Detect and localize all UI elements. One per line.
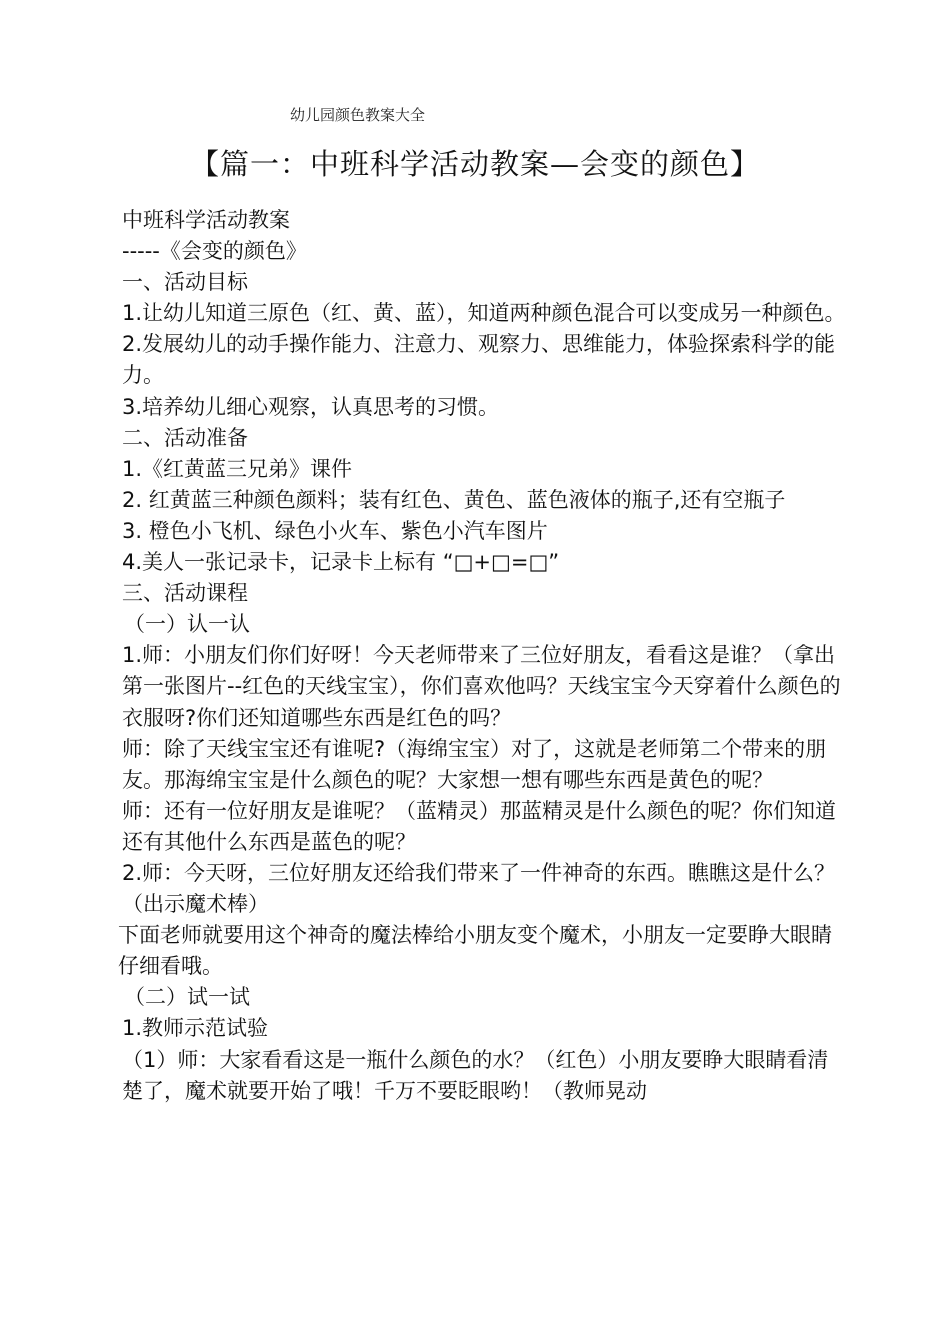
paragraph: 1.教师示范试验 <box>122 1016 269 1041</box>
header-note: 幼儿园颜色教案大全 <box>290 106 426 124</box>
subsection-heading: （一）认一认 <box>124 612 250 637</box>
section-heading: 二、活动准备 <box>122 425 248 450</box>
paragraph: 下面老师就要用这个神奇的魔法棒给小朋友变个魔术，小朋友一定要睁大眼睛仔细看哦。 <box>118 923 832 979</box>
paragraph: 2.师：今天呀，三位好朋友还给我们带来了一件神奇的东西。瞧瞧这是什么？（出示魔术棒） <box>122 860 836 917</box>
paragraph: 师：还有一位好朋友是谁呢？（蓝精灵）那蓝精灵是什么颜色的呢？你们知道还有其他什么东西是蓝色的呢？ <box>122 798 836 854</box>
paragraph: 4.美人一张记录卡，记录卡上标有 “□+□=□” <box>122 550 560 575</box>
section-heading: 三、活动课程 <box>122 581 248 606</box>
document-title: 【篇一：中班科学活动教案—会变的颜色】 <box>189 147 760 181</box>
paragraph: 3.培养幼儿细心观察，认真思考的习惯。 <box>122 394 500 419</box>
section-heading: 一、活动目标 <box>122 270 248 295</box>
paragraph: 3. 橙色小飞机、绿色小火车、紫色小汽车图片 <box>122 518 548 543</box>
paragraph: 师：除了天线宝宝还有谁呢?（海绵宝宝）对了，这就是老师第二个带来的朋友。那海绵宝宝是什么颜色的呢？大家想一想有哪些东西是黄色的呢？ <box>122 736 827 792</box>
paragraph: 中班科学活动教案 <box>122 208 290 232</box>
paragraph: （1）师：大家看看这是一瓶什么颜色的水？（红色）小朋友要睁大眼睛看清楚了，魔术就要开始了哦！千万不要眨眼哟！（教师晃动 <box>122 1047 829 1103</box>
paragraph: 1.师：小朋友们你们好呀！今天老师带来了三位好朋友，看看这是谁？（拿出第一张图片--红色的天线宝宝），你们喜欢他吗？天线宝宝今天穿着什么颜色的衣服呀?你们还知道哪些东西是红色的吗？ <box>122 643 841 730</box>
paragraph: 1.《红黄蓝三兄弟》课件 <box>122 456 353 481</box>
paragraph: -----《会变的颜色》 <box>122 239 307 264</box>
paragraph: 2.发展幼儿的动手操作能力、注意力、观察力、思维能力，体验探索科学的能力。 <box>122 332 836 388</box>
subsection-heading: （二）试一试 <box>124 985 250 1010</box>
document-body <box>118 205 848 1107</box>
paragraph: 2. 红黄蓝三种颜色颜料；装有红色、黄色、蓝色液体的瓶子,还有空瓶子 <box>122 487 786 512</box>
paragraph: 1.让幼儿知道三原色（红、黄、蓝），知道两种颜色混合可以变成另一种颜色。 <box>122 301 846 326</box>
